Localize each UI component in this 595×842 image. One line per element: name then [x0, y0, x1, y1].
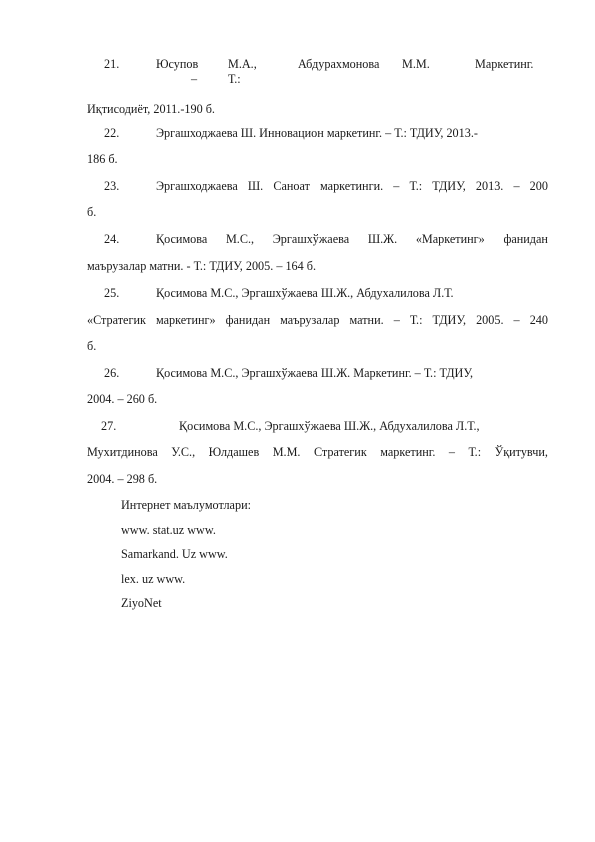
book-title: Маркетинг.	[475, 57, 534, 71]
reference-number: 21.	[104, 57, 120, 71]
word: ТДИУ,	[432, 179, 466, 193]
reference-text-justified	[87, 313, 548, 328]
word: 2005.	[476, 313, 504, 327]
publisher-city: Т.:	[228, 72, 241, 86]
word: 2013.	[475, 179, 504, 193]
word: Т.:	[409, 179, 423, 193]
reference-text-justified	[87, 445, 548, 460]
coauthor-initials: М.М.	[402, 57, 430, 71]
word: У.С.,	[171, 445, 196, 459]
word: –	[513, 179, 520, 193]
word: Т.:	[468, 445, 482, 459]
author-surname: Юсупов	[156, 57, 199, 71]
reference-text: Қосимова М.С., Эргашхўжаева Ш.Ж., Абдухалилова Л.Т.,	[179, 419, 480, 433]
word: Юлдашев	[208, 445, 260, 459]
reference-number: 27.	[101, 419, 117, 433]
word: 200	[529, 179, 548, 193]
reference-text: Қосимова М.С., Эргашхўжаева Ш.Ж., Абдухалилова Л.Т.	[156, 286, 454, 300]
reference-text: Қосимова М.С., Эргашхўжаева Ш.Ж. Маркетинг. – Т.: ТДИУ,	[156, 366, 474, 380]
reference-continuation: Иқтисодиёт, 2011.-190 б.	[87, 102, 215, 116]
reference-number: 24.	[104, 232, 120, 246]
word: –	[393, 313, 400, 327]
reference-continuation: 2004. – 298 б.	[87, 472, 158, 486]
word: Эргашхўжаева	[272, 232, 350, 246]
internet-heading: Интернет маълумотлари:	[121, 498, 251, 512]
dash: –	[191, 72, 198, 86]
word: Ш.Ж.	[367, 232, 398, 246]
reference-continuation: 186 б.	[87, 152, 118, 166]
coauthor-surname: Абдурахмонова	[298, 57, 380, 71]
word: маърузалар	[280, 313, 340, 327]
word: Саноат	[273, 179, 310, 193]
reference-continuation: 2004. – 260 б.	[87, 392, 158, 406]
word: Қосимова	[156, 232, 208, 246]
reference-text: Эргашходжаева Ш. Инновацион маркетинг. – Т.: ТДИУ, 2013.-	[156, 126, 478, 140]
word: ТДИУ,	[432, 313, 467, 327]
author-initials: М.А.,	[228, 57, 257, 71]
word: матни.	[349, 313, 384, 327]
word: Стратегик	[313, 445, 367, 459]
word: маркетинг»	[155, 313, 216, 327]
word: фанидан	[225, 313, 271, 327]
internet-link[interactable]: ZiyoNet	[121, 596, 162, 610]
word: фанидан	[503, 232, 548, 246]
word: Ш.	[247, 179, 264, 193]
word: маркетинг.	[380, 445, 436, 459]
word: М.М.	[272, 445, 301, 459]
word: Мухитдинова	[87, 445, 158, 459]
word: маркетинги.	[320, 179, 384, 193]
reference-number: 25.	[104, 286, 120, 300]
reference-text-justified	[156, 179, 548, 194]
word: –	[393, 179, 400, 193]
word: Ўқитувчи,	[494, 445, 548, 459]
word: –	[513, 313, 520, 327]
word: «Маркетинг»	[415, 232, 485, 246]
reference-continuation: маърузалар матни. - Т.: ТДИУ, 2005. – 164 б.	[87, 259, 317, 273]
word: Эргашходжаева	[156, 179, 238, 193]
reference-continuation: б.	[87, 339, 97, 353]
reference-number: 26.	[104, 366, 120, 380]
internet-link[interactable]: lex. uz www.	[121, 572, 186, 586]
word: 240	[529, 313, 548, 327]
reference-number: 22.	[104, 126, 120, 140]
reference-continuation: б.	[87, 205, 97, 219]
internet-link[interactable]: Samarkand. Uz www.	[121, 547, 228, 561]
word: –	[448, 445, 455, 459]
word: Т.:	[409, 313, 423, 327]
internet-link[interactable]: www. stat.uz www.	[121, 523, 216, 537]
reference-text-justified	[156, 232, 548, 247]
word: «Стратегик	[87, 313, 146, 327]
reference-number: 23.	[104, 179, 120, 193]
word: М.С.,	[225, 232, 255, 246]
